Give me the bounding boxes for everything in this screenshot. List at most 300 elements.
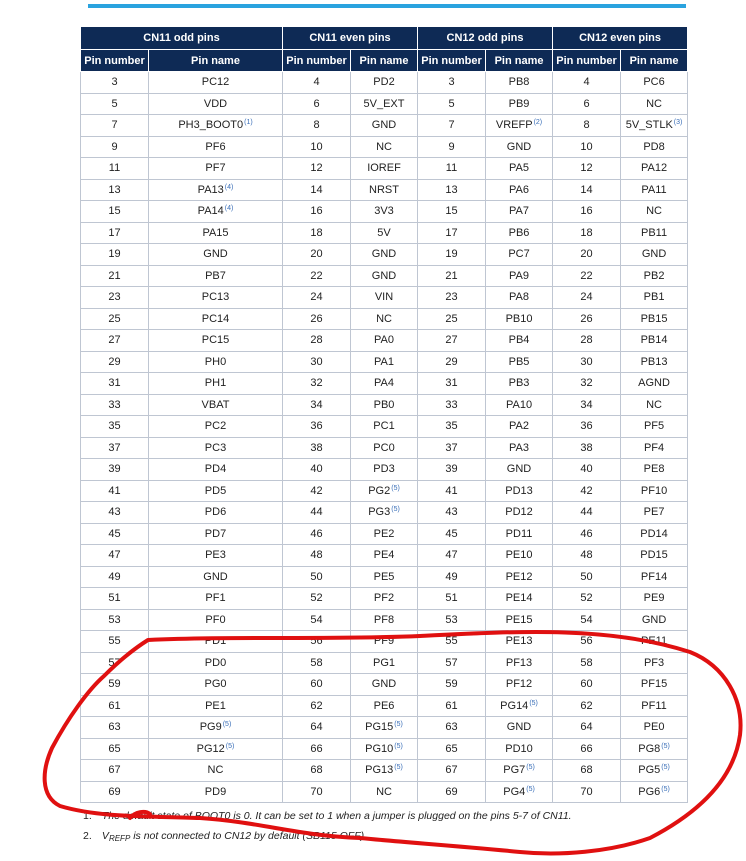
pin-name: VBAT <box>201 398 230 411</box>
pin-number: 3 <box>448 76 455 89</box>
pin-number-cell <box>81 609 149 631</box>
pin-name: PE0 <box>643 721 665 734</box>
pin-number-cell <box>418 480 486 502</box>
pin-name-cell <box>621 158 688 180</box>
pin-name: PB13 <box>640 355 668 368</box>
pin-name-cell <box>621 738 688 760</box>
pin-name-cell <box>351 72 418 94</box>
pin-name-cell <box>149 760 283 782</box>
pin-number: 37 <box>108 441 121 454</box>
pin-number-cell <box>81 201 149 223</box>
pin-number: 69 <box>445 785 458 798</box>
pin-name-cell <box>486 566 553 588</box>
footnote-ref: (5) <box>661 764 670 772</box>
pin-name-cell <box>621 416 688 438</box>
pin-name: PD4 <box>204 463 227 476</box>
pin-name: NC <box>376 140 392 153</box>
pin-number: 31 <box>108 377 121 390</box>
pin-number: 14 <box>580 183 593 196</box>
pin-name: PD3 <box>373 463 395 476</box>
pin-number: 23 <box>445 291 458 304</box>
table-row <box>81 695 688 717</box>
col-header: Pin name <box>621 50 688 72</box>
pin-name: PA2 <box>509 420 530 433</box>
pin-name-cell <box>351 437 418 459</box>
col-header: Pin number <box>283 50 351 72</box>
pin-number: 20 <box>580 248 593 261</box>
pin-number-cell <box>81 760 149 782</box>
pin-name: PD1 <box>204 635 227 648</box>
header-cn12-even: CN12 even pins <box>553 27 688 50</box>
footnote-ref: (4) <box>224 205 234 213</box>
pin-name: GND <box>371 269 397 282</box>
pin-number: 9 <box>111 140 118 153</box>
table-row <box>81 265 688 287</box>
pin-name-cell <box>351 179 418 201</box>
pin-number: 45 <box>108 527 121 540</box>
pin-number-cell <box>283 416 351 438</box>
pin-number: 17 <box>108 226 121 239</box>
pin-name: PC2 <box>204 420 227 433</box>
table-row <box>81 631 688 653</box>
pin-number: 43 <box>108 506 121 519</box>
pin-number-cell <box>418 459 486 481</box>
pin-name: VREFP <box>495 119 533 132</box>
pin-number: 59 <box>108 678 121 691</box>
vrefp-symbol: V <box>101 830 109 842</box>
pin-number-cell <box>81 480 149 502</box>
pin-name: PA3 <box>509 441 530 454</box>
pin-name-cell <box>149 244 283 266</box>
pin-number-cell <box>81 588 149 610</box>
pin-name-cell <box>486 760 553 782</box>
pin-name: GND <box>641 613 667 626</box>
table-row <box>81 459 688 481</box>
footnote-ref: (5) <box>391 506 400 514</box>
pin-name-cell <box>621 652 688 674</box>
pin-name-cell <box>621 222 688 244</box>
pin-name: GND <box>371 678 397 691</box>
pin-number-cell <box>81 437 149 459</box>
pin-number-cell <box>283 609 351 631</box>
pin-number-cell <box>81 781 149 803</box>
pin-name: PG12 <box>196 742 225 755</box>
pin-name-cell <box>621 244 688 266</box>
pin-name-cell <box>621 308 688 330</box>
pin-number-cell <box>81 308 149 330</box>
pin-number-cell <box>283 201 351 223</box>
pin-number: 40 <box>310 463 323 476</box>
pin-number: 19 <box>108 248 121 261</box>
pin-name-cell <box>149 609 283 631</box>
pin-name-cell <box>621 545 688 567</box>
pin-name: PE5 <box>373 570 395 583</box>
pin-number-cell <box>81 115 149 137</box>
pin-name: PE9 <box>643 592 665 605</box>
pin-name: PA9 <box>509 269 530 282</box>
pin-name: PG3 <box>368 506 391 519</box>
pin-name: VIN <box>374 291 394 304</box>
pin-name-cell <box>351 738 418 760</box>
pin-number-cell <box>81 652 149 674</box>
pin-number: 15 <box>445 205 458 218</box>
pin-number-cell <box>283 652 351 674</box>
pin-name: PE12 <box>505 570 533 583</box>
pin-name-cell <box>351 416 418 438</box>
pin-name-cell <box>486 115 553 137</box>
col-header: Pin name <box>486 50 553 72</box>
pin-number-cell <box>81 179 149 201</box>
pin-number: 29 <box>445 355 458 368</box>
pin-name-cell <box>149 93 283 115</box>
pin-name: PD6 <box>204 506 227 519</box>
pin-number: 69 <box>108 785 121 798</box>
pin-number: 67 <box>108 764 121 777</box>
pin-name-cell <box>351 373 418 395</box>
footnote-ref: (2) <box>533 119 543 127</box>
pin-name: PD13 <box>505 484 533 497</box>
pin-number: 45 <box>445 527 458 540</box>
pin-number: 49 <box>108 570 121 583</box>
pin-number-cell <box>81 287 149 309</box>
pin-name-cell <box>486 330 553 352</box>
pin-number-cell <box>81 566 149 588</box>
pin-number-cell <box>553 523 621 545</box>
pin-name-cell <box>486 781 553 803</box>
pin-name-cell <box>351 115 418 137</box>
pin-name: GND <box>506 721 532 734</box>
pin-name: PE6 <box>373 699 395 712</box>
pin-number-cell <box>418 244 486 266</box>
footnote-ref: (5) <box>222 721 232 729</box>
pin-name: PD2 <box>373 76 395 89</box>
pin-number-cell <box>418 674 486 696</box>
pin-name: PC6 <box>643 76 665 89</box>
pin-name: GND <box>203 248 228 261</box>
pin-name: NRST <box>369 183 399 196</box>
table-row <box>81 545 688 567</box>
table-row <box>81 93 688 115</box>
pin-number-cell <box>553 201 621 223</box>
table-row <box>81 588 688 610</box>
pin-name-cell <box>621 287 688 309</box>
table-row <box>81 373 688 395</box>
pin-name-cell <box>149 652 283 674</box>
pin-name: PA4 <box>374 377 394 390</box>
pin-number: 42 <box>580 484 593 497</box>
pin-name-cell <box>351 781 418 803</box>
pin-number-cell <box>553 416 621 438</box>
pin-number-cell <box>283 760 351 782</box>
pin-number-cell <box>553 351 621 373</box>
pin-number: 14 <box>310 183 323 196</box>
pin-number-cell <box>81 717 149 739</box>
pin-number: 68 <box>310 764 323 777</box>
pin-name: PD14 <box>640 527 668 540</box>
pin-number-cell <box>553 136 621 158</box>
pin-number: 11 <box>445 162 458 175</box>
pin-number: 46 <box>580 527 593 540</box>
pin-number: 7 <box>448 119 455 132</box>
pin-name-cell <box>621 631 688 653</box>
pin-name: 5V_STLK <box>625 119 673 132</box>
pin-number-cell <box>553 244 621 266</box>
pin-number: 41 <box>445 484 458 497</box>
pin-number: 51 <box>445 592 458 605</box>
pin-name: PE2 <box>373 527 395 540</box>
pin-number: 6 <box>313 97 320 110</box>
pin-name-cell <box>486 545 553 567</box>
footnote-ref: (1) <box>244 119 253 127</box>
pin-number-cell <box>418 158 486 180</box>
footnote-ref: (5) <box>391 484 400 492</box>
note-number: 2. <box>83 830 92 842</box>
pin-name-cell <box>486 652 553 674</box>
pin-name-cell <box>149 523 283 545</box>
pin-number-cell <box>418 738 486 760</box>
pin-number: 9 <box>448 140 455 153</box>
table-row <box>81 502 688 524</box>
pin-number: 66 <box>310 742 323 755</box>
pin-name-cell <box>486 394 553 416</box>
pin-number: 40 <box>580 463 593 476</box>
pin-number: 65 <box>445 742 458 755</box>
pin-number: 57 <box>108 656 121 669</box>
pin-name-cell <box>486 523 553 545</box>
pin-number-cell <box>283 158 351 180</box>
footnote-ref: (3) <box>673 119 683 127</box>
pin-name: PA15 <box>202 226 229 239</box>
pin-number: 53 <box>445 613 458 626</box>
pin-name: PA0 <box>374 334 394 347</box>
pin-name: PD0 <box>204 656 227 669</box>
pin-number: 58 <box>580 656 593 669</box>
header-cn12-odd: CN12 odd pins <box>418 27 553 50</box>
pin-name: NC <box>646 398 662 411</box>
pin-number: 12 <box>580 162 593 175</box>
pin-name-cell <box>149 394 283 416</box>
pin-name-cell <box>149 502 283 524</box>
pin-number: 12 <box>310 162 323 175</box>
pin-name-cell <box>351 136 418 158</box>
pin-name: PA10 <box>505 398 533 411</box>
pin-number-cell <box>553 158 621 180</box>
pin-name: PB4 <box>508 334 530 347</box>
pin-number: 27 <box>445 334 458 347</box>
pin-number-cell <box>283 244 351 266</box>
pin-name-cell <box>351 222 418 244</box>
table-row <box>81 222 688 244</box>
pin-name: PB3 <box>508 377 530 390</box>
pin-name: PE4 <box>373 549 395 562</box>
pin-name-cell <box>149 416 283 438</box>
pin-number-cell <box>81 416 149 438</box>
pin-name: PD8 <box>643 140 665 153</box>
pin-number-cell <box>418 717 486 739</box>
pin-name: PF14 <box>640 570 668 583</box>
pin-number-cell <box>553 480 621 502</box>
pin-name: NC <box>376 312 392 325</box>
pin-name-cell <box>149 115 283 137</box>
pin-name: PA12 <box>640 162 668 175</box>
pin-number: 16 <box>580 205 593 218</box>
pin-number-cell <box>553 93 621 115</box>
pin-number: 70 <box>580 785 593 798</box>
pin-number-cell <box>283 115 351 137</box>
pin-name-cell <box>621 136 688 158</box>
pin-number-cell <box>418 545 486 567</box>
pin-name-cell <box>149 480 283 502</box>
pin-number: 48 <box>580 549 593 562</box>
table-row <box>81 72 688 94</box>
pin-name-cell <box>486 695 553 717</box>
pin-number: 6 <box>583 97 590 110</box>
pin-number: 57 <box>445 656 458 669</box>
pin-number: 22 <box>310 269 323 282</box>
pin-number-cell <box>283 717 351 739</box>
pin-number: 41 <box>108 484 121 497</box>
pin-number: 64 <box>580 721 593 734</box>
pin-number-cell <box>81 93 149 115</box>
pin-name: PF11 <box>641 699 667 712</box>
pin-name: PG14 <box>500 699 529 712</box>
pin-number-cell <box>418 373 486 395</box>
pin-name-cell <box>351 652 418 674</box>
pin-name-cell <box>621 566 688 588</box>
table-row <box>81 308 688 330</box>
pin-number: 33 <box>108 398 121 411</box>
pin-table-body <box>81 72 688 803</box>
pin-name-cell <box>149 373 283 395</box>
pin-number: 24 <box>310 291 323 304</box>
pin-name: PG0 <box>204 678 227 691</box>
pin-name: PB6 <box>508 226 530 239</box>
table-row <box>81 437 688 459</box>
pin-number-cell <box>283 502 351 524</box>
pin-name: PH0 <box>204 355 227 368</box>
pin-name-cell <box>351 330 418 352</box>
pin-number-cell <box>283 265 351 287</box>
pin-number: 52 <box>580 592 593 605</box>
pin-name: GND <box>506 463 532 476</box>
pin-number: 42 <box>310 484 323 497</box>
pin-name-cell <box>486 158 553 180</box>
pin-number-cell <box>418 437 486 459</box>
table-row <box>81 760 688 782</box>
pin-number: 23 <box>108 291 121 304</box>
pin-number: 10 <box>580 140 593 153</box>
pin-number: 13 <box>108 183 121 196</box>
pin-number-cell <box>418 502 486 524</box>
pin-number: 54 <box>580 613 593 626</box>
table-row <box>81 179 688 201</box>
pin-name-cell <box>621 760 688 782</box>
pin-number-cell <box>553 265 621 287</box>
pin-name: PC14 <box>201 312 230 325</box>
pin-name-cell <box>486 609 553 631</box>
pin-number-cell <box>418 136 486 158</box>
pin-name-cell <box>486 416 553 438</box>
pin-number-cell <box>418 652 486 674</box>
pin-name: PG2 <box>368 484 391 497</box>
pin-number-cell <box>418 265 486 287</box>
pin-name-cell <box>351 588 418 610</box>
pin-number: 8 <box>583 119 590 132</box>
pin-name-cell <box>149 158 283 180</box>
pin-name-cell <box>621 93 688 115</box>
pin-number-cell <box>283 674 351 696</box>
pin-number: 44 <box>580 506 593 519</box>
pin-name: PA14 <box>197 205 224 218</box>
pin-number: 52 <box>310 592 323 605</box>
pin-number: 22 <box>580 269 593 282</box>
header-cn11-odd: CN11 odd pins <box>81 27 283 50</box>
pin-name-cell <box>149 72 283 94</box>
pin-number: 49 <box>445 570 458 583</box>
pin-number: 59 <box>445 678 458 691</box>
pin-name: PA8 <box>509 291 530 304</box>
pin-number-cell <box>418 222 486 244</box>
pin-name-cell <box>351 244 418 266</box>
pin-name: PB5 <box>508 355 530 368</box>
pin-number: 70 <box>310 785 323 798</box>
header-cn11-even: CN11 even pins <box>283 27 418 50</box>
pin-number-cell <box>81 222 149 244</box>
pin-number-cell <box>81 695 149 717</box>
pin-number-cell <box>418 308 486 330</box>
note-number: 1. <box>83 810 92 822</box>
pin-name: PH1 <box>204 377 227 390</box>
pin-number-cell <box>418 287 486 309</box>
pin-name-cell <box>351 480 418 502</box>
pin-name-cell <box>621 480 688 502</box>
pin-number: 55 <box>108 635 121 648</box>
pin-number: 38 <box>580 441 593 454</box>
pin-name-cell <box>621 674 688 696</box>
pin-name-cell <box>486 222 553 244</box>
pin-number: 44 <box>310 506 323 519</box>
pin-name: PG1 <box>373 656 396 669</box>
pin-name: PG9 <box>199 721 222 734</box>
pin-name-cell <box>149 437 283 459</box>
pin-name: PE15 <box>505 613 533 626</box>
pin-name: PB14 <box>640 334 668 347</box>
pin-name: PB9 <box>508 97 530 110</box>
pin-number: 21 <box>445 269 458 282</box>
pin-name: PG13 <box>365 764 394 777</box>
footnote-ref: (5) <box>529 699 538 707</box>
table-row <box>81 523 688 545</box>
pin-number: 65 <box>108 742 121 755</box>
pin-name: PB0 <box>373 398 395 411</box>
table-row <box>81 416 688 438</box>
pin-name-cell <box>621 330 688 352</box>
pin-number-cell <box>418 523 486 545</box>
pin-number-cell <box>283 566 351 588</box>
pin-number: 38 <box>310 441 323 454</box>
pin-name-cell <box>486 588 553 610</box>
pin-name-cell <box>621 437 688 459</box>
pin-name: PB11 <box>640 226 668 239</box>
pin-name: GND <box>371 248 397 261</box>
pin-name-cell <box>486 437 553 459</box>
pin-name: PB7 <box>205 269 226 282</box>
table-row <box>81 201 688 223</box>
pin-name: PD15 <box>640 549 668 562</box>
pin-number-cell <box>283 330 351 352</box>
pin-name: PD7 <box>204 527 227 540</box>
pin-name-cell <box>149 459 283 481</box>
